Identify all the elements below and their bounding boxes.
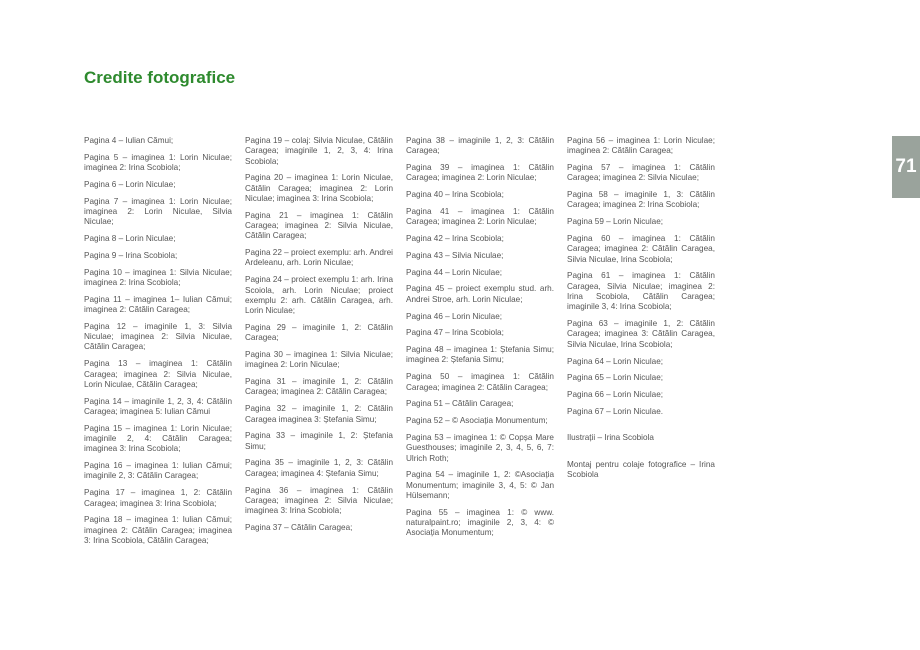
credit-entry: Pagina 11 – imaginea 1– Iulian Cămui; imaginea 2: Cătălin Caragea; (84, 294, 232, 315)
credits-column-1 (84, 136, 232, 553)
credit-entry: Pagina 44 – Lorin Niculae; (406, 267, 503, 277)
credit-entry: Pagina 22 – proiect exemplu: arh. Andrei Ardeleanu, arh. Lorin Niculae; (245, 248, 393, 268)
credit-entry: Pagina 50 – imaginea 1: Cătălin Caragea; imaginea 2: Cătălin Caragea; (406, 372, 554, 392)
credit-entry: Pagina 20 – imaginea 1: Lorin Niculae, Cătălin Caragea; imaginea 2: Lorin Niculae; imaginea 3: Irina Scobiola; (245, 173, 393, 203)
credit-entry: Pagina 57 – imaginea 1: Cătălin Caragea; imaginea 2: Silvia Niculae; (567, 163, 715, 183)
credit-entry: Pagina 35 – imaginile 1, 2, 3: Cătălin Caragea; imaginea 4: Ștefania Simu; (245, 458, 393, 478)
credit-entry: Pagina 4 – Iulian Cămui; (84, 136, 174, 145)
credit-entry: Pagina 42 – Irina Scobiola; (406, 234, 504, 244)
credit-entry: Pagina 10 – imaginea 1: Silvia Niculae; imaginea 2: Irina Scobiola; (84, 267, 232, 287)
credits-column-3 (406, 136, 554, 545)
credit-entry: Pagina 67 – Lorin Niculae. (567, 406, 664, 416)
credit-entry: Pagina 31 – imaginile 1, 2: Cătălin Caragea; imaginea 2: Cătălin Caragea; (245, 377, 393, 397)
credit-entry: Pagina 63 – imaginile 1, 2: Cătălin Caragea; imaginea 3: Cătălin Caragea, Silvia Niculae, Irina Scobiola; (567, 319, 715, 349)
credit-entry: Pagina 59 – Lorin Niculae; (567, 217, 664, 227)
credit-entry: Pagina 5 – imaginea 1: Lorin Niculae; imaginea 2: Irina Scobiola; (84, 152, 232, 173)
credits-column-4 (567, 136, 715, 487)
illustrations-credit: Ilustrații – Irina Scobiola (567, 433, 654, 443)
credit-entry: Pagina 46 – Lorin Niculae; (406, 311, 503, 321)
credit-entry: Pagina 56 – imaginea 1: Lorin Niculae; imaginea 2: Cătălin Caragea; (567, 136, 715, 156)
credit-entry: Pagina 19 – colaj: Silvia Niculae, Cătălin Caragea; imaginile 1, 2, 3, 4: Irina Scobiola; (245, 136, 393, 166)
credit-entry: Pagina 33 – imaginile 1, 2: Ștefania Simu; (245, 431, 393, 451)
page-title: Credite fotografice (84, 68, 236, 87)
credit-entry: Pagina 36 – imaginea 1: Cătălin Caragea; imaginea 2: Silvia Niculae; imaginea 3: Irina Scobiola; (245, 485, 393, 516)
credit-entry: Pagina 38 – imaginile 1, 2, 3: Cătălin Caragea; (406, 136, 554, 156)
credit-entry: Pagina 40 – Irina Scobiola; (406, 190, 504, 200)
credit-entry: Pagina 13 – imaginea 1: Cătălin Caragea; imaginea 2: Silvia Niculae, Lorin Niculae, Cătălin Caragea; (84, 359, 232, 389)
credit-entry: Pagina 48 – imaginea 1: Ștefania Simu; imaginea 2: Ștefania Simu; (406, 345, 554, 365)
credit-entry: Pagina 58 – imaginile 1, 3: Cătălin Caragea; imaginea 2: Irina Scobiola; (567, 190, 715, 210)
credit-entry: Pagina 39 – imaginea 1: Cătălin Caragea; imaginea 2: Lorin Niculae; (406, 163, 554, 183)
credit-entry: Pagina 18 – imaginea 1: Iulian Cămui; imaginea 2: Cătălin Caragea; imaginea 3: Irina Scobiola, Cătălin Caragea; (84, 515, 232, 545)
credit-entry: Pagina 52 – © Asociația Monumentum; (406, 416, 548, 426)
credit-entry: Pagina 47 – Irina Scobiola; (406, 328, 504, 338)
credit-entry: Pagina 14 – imaginile 1, 2, 3, 4: Cătălin Caragea; imaginea 5: Iulian Cămui (84, 396, 232, 416)
credit-entry: Pagina 43 – Silvia Niculae; (406, 250, 504, 260)
credit-entry: Pagina 65 – Lorin Niculae; (567, 373, 664, 383)
credit-entry: Pagina 45 – proiect exemplu stud. arh. Andrei Stroe, arh. Lorin Niculae; (406, 284, 554, 304)
credit-entry: Pagina 41 – imaginea 1: Cătălin Caragea; imaginea 2: Lorin Niculae; (406, 206, 554, 227)
credits-column-2 (245, 136, 393, 540)
collage-credit: Montaj pentru colaje fotografice – Irina Scobiola (567, 459, 715, 479)
credit-entry: Pagina 17 – imaginea 1, 2: Cătălin Caragea; imaginea 3: Irina Scobiola; (84, 488, 232, 508)
credit-entry: Pagina 51 – Cătălin Caragea; (406, 399, 514, 409)
credit-entry: Pagina 37 – Cătălin Caragea; (245, 522, 353, 532)
credit-entry: Pagina 60 – imaginea 1: Cătălin Caragea; imaginea 2: Cătălin Caragea, Silvia Niculae, Irina Scobiola; (567, 234, 715, 264)
credit-entry: Pagina 61 – imaginea 1: Cătălin Caragea, Silvia Niculae; imaginea 2: Irina Scobiola, Cătălin Caragea; imaginile 3, 4: Irina Scobiola; (567, 271, 715, 312)
credit-entry: Pagina 12 – imaginile 1, 3: Silvia Niculae; imaginea 2: Silvia Niculae, Cătălin Caragea; (84, 321, 232, 352)
credit-entry: Pagina 29 – imaginile 1, 2: Cătălin Caragea; (245, 322, 393, 343)
credit-entry: Pagina 54 – imaginile 1, 2: ©Asociația Monumentum; imaginile 3, 4, 5: © Jan Hülsemann; (406, 470, 554, 500)
credit-entry: Pagina 64 – Lorin Niculae; (567, 356, 664, 366)
credit-entry: Pagina 7 – imaginea 1: Lorin Niculae; imaginea 2: Lorin Niculae, Silvia Niculae; (84, 196, 232, 227)
credit-entry: Pagina 21 – imaginea 1: Cătălin Caragea; imaginea 2: Silvia Niculae, Cătălin Caragea; (245, 210, 393, 241)
credit-entry: Pagina 8 – Lorin Niculae; (84, 234, 176, 244)
page-number: 71 (895, 156, 917, 177)
credit-entry: Pagina 30 – imaginea 1: Silvia Niculae; imaginea 2: Lorin Niculae; (245, 350, 393, 370)
credit-entry: Pagina 55 – imaginea 1: © www. naturalpaint.ro; imaginile 2, 3, 4: © Asociația Monumentum; (406, 507, 554, 538)
credit-entry: Pagina 15 – imaginea 1: Lorin Niculae; imaginile 2, 4: Cătălin Caragea; imaginea 3: Irina Scobiola; (84, 423, 232, 454)
credit-entry: Pagina 53 – imaginea 1: © Copșa Mare Guesthouses; imaginile 2, 3, 4, 5, 6, 7: Ulrich Roth; (406, 432, 554, 463)
page-number-tab (892, 136, 920, 198)
credit-entry: Pagina 66 – Lorin Niculae; (567, 390, 664, 400)
credit-entry: Pagina 6 – Lorin Niculae; (84, 179, 176, 189)
credit-entry: Pagina 32 – imaginile 1, 2: Cătălin Caragea imaginea 3: Ștefania Simu; (245, 404, 393, 424)
credit-entry: Pagina 9 – Irina Scobiola; (84, 250, 178, 260)
credit-entry: Pagina 24 – proiect exemplu 1: arh. Irina Scoiola, arh. Lorin Niculae; proiect exemplu 2: arh. Cătălin Caragea, arh. Lorin Niculae; (245, 275, 393, 316)
credit-entry: Pagina 16 – imaginea 1: Iulian Cămui; imaginile 2, 3: Cătălin Caragea; (84, 461, 232, 481)
